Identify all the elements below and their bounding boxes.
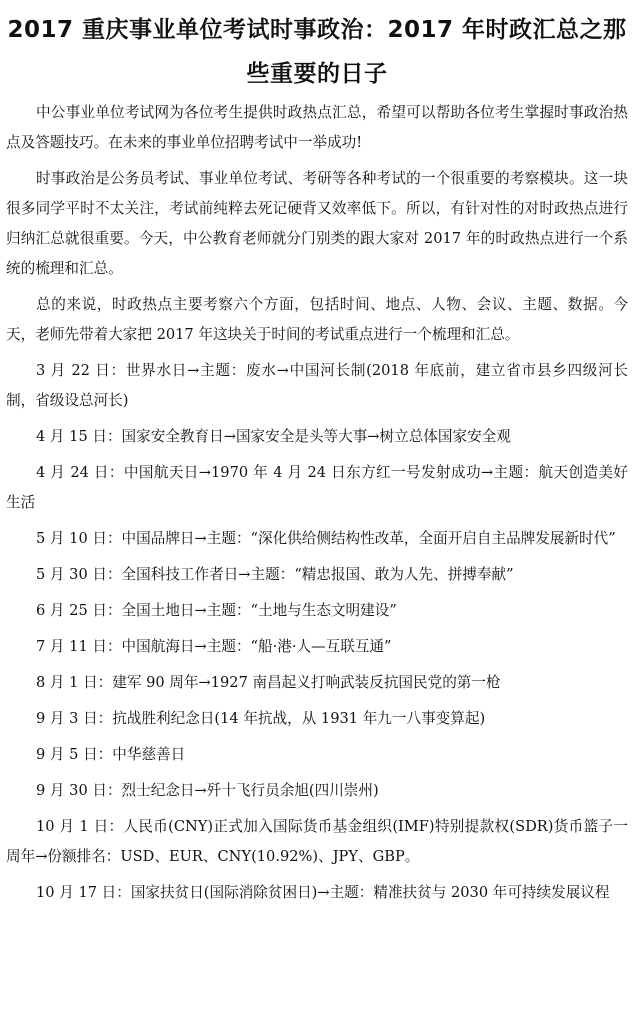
intro-paragraph: 总的来说，时政热点主要考察六个方面，包括时间、地点、人物、会议、主题、数据。今天，老师先带着大家把 2017 年这块关于时间的考试重点进行一个梳理和汇总。 bbox=[6, 296, 628, 343]
intro-paragraph: 时事政治是公务员考试、事业单位考试、考研等各种考试的一个很重要的考察模块。这一块很多同学平时不太关注，考试前纯粹去死记硬背又效率低下。所以，有针对性的对时政热点进行归纳汇总就很重要。今天，中公教育老师就分门别类的跟大家对 2017 年的时政热点进行一个系统的梳理和汇总。 bbox=[6, 170, 628, 277]
date-entry: 8 月 1 日：建军 90 周年→1927 南昌起义打响武装反抗国民党的第一枪 bbox=[36, 674, 501, 691]
date-entry: 3 月 22 日：世界水日→主题：废水→中国河长制(2018 年底前，建立省市县乡四级河长制，省级设总河长) bbox=[6, 362, 628, 409]
date-entry: 7 月 11 日：中国航海日→主题：“船·港·人—互联互通” bbox=[36, 638, 392, 655]
date-entry: 9 月 5 日：中华慈善日 bbox=[36, 746, 186, 763]
date-entry: 9 月 30 日：烈士纪念日→歼十飞行员余旭(四川崇州) bbox=[36, 782, 379, 799]
date-entry: 6 月 25 日：全国土地日→主题：“土地与生态文明建设” bbox=[36, 602, 397, 619]
date-entry: 5 月 10 日：中国品牌日→主题：“深化供给侧结构性改革，全面开启自主品牌发展新时代” bbox=[36, 530, 616, 547]
date-entry: 4 月 24 日：中国航天日→1970 年 4 月 24 日东方红一号发射成功→主题：航天创造美好生活 bbox=[6, 464, 628, 511]
date-entry: 4 月 15 日：国家安全教育日→国家安全是头等大事→树立总体国家安全观 bbox=[36, 428, 511, 445]
intro-paragraph: 中公事业单位考试网为各位考生提供时政热点汇总，希望可以帮助各位考生掌握时事政治热点及答题技巧。在未来的事业单位招聘考试中一举成功! bbox=[6, 104, 628, 151]
date-entry: 9 月 3 日：抗战胜利纪念日(14 年抗战，从 1931 年九一八事变算起) bbox=[36, 710, 486, 727]
document-title: 2017 重庆事业单位考试时事政治：2017 年时政汇总之那些重要的日子 bbox=[7, 17, 627, 87]
date-entry: 10 月 1 日：人民币(CNY)正式加入国际货币基金组织(IMF)特别提款权(SDR)货币篮子一周年→份额排名：USD、EUR、CNY(10.92%)、JPY、GBP。 bbox=[6, 818, 628, 865]
date-entry: 10 月 17 日：国家扶贫日(国际消除贫困日)→主题：精准扶贫与 2030 年可持续发展议程 bbox=[36, 884, 610, 901]
document-body bbox=[0, 98, 634, 908]
date-entry: 5 月 30 日：全国科技工作者日→主题：“精忠报国、敢为人先、拼搏奉献” bbox=[36, 566, 514, 583]
